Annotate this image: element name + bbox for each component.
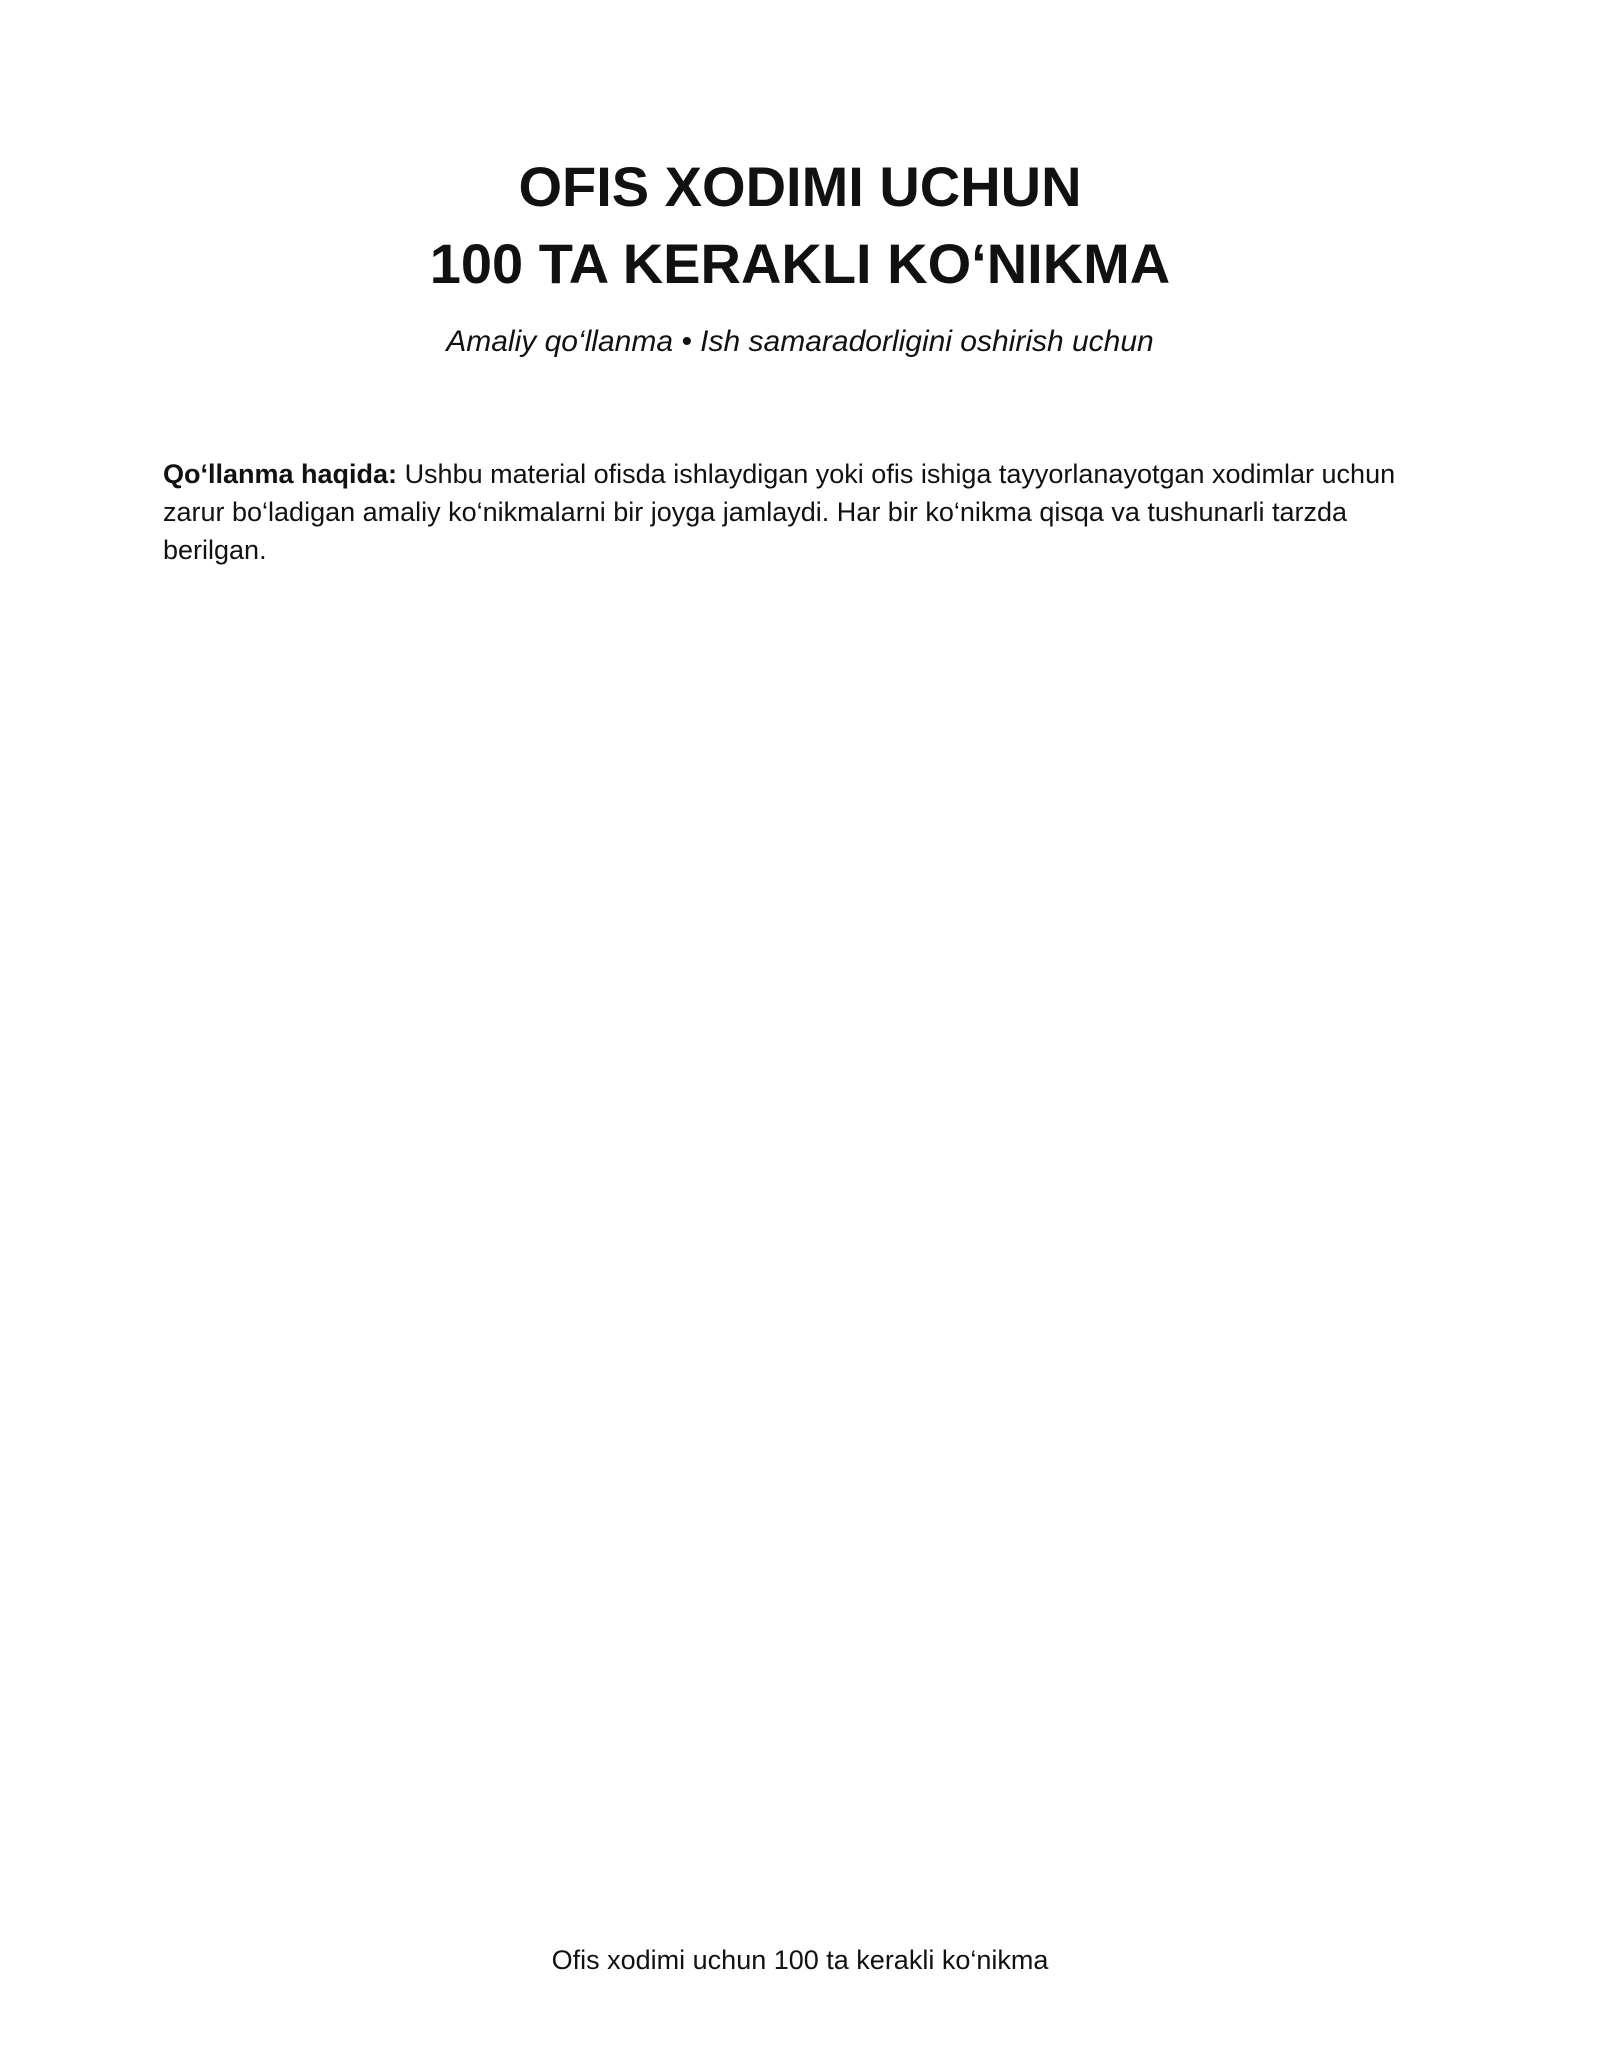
title-line-1: OFIS XODIMI UCHUN [518,155,1082,218]
about-text: Ushbu material ofisda ishlaydigan yoki ofis ishiga tayyorlanayotgan xodimlar uchun zarur bo‘ladigan amaliy ko‘nikmalarni bir joyga jamlaydi. Har bir ko‘nikma qisqa va tushunarli tarzda berilgan. [163,459,1396,565]
document-subtitle: Amaliy qo‘llanma • Ish samaradorligini oshirish uchun [446,325,1154,358]
page-footer: Ofis xodimi uchun 100 ta kerakli ko‘nikma [551,1945,1049,1975]
document-title [0,148,1600,302]
title-line-2: 100 TA KERAKLI KO‘NIKMA [429,232,1171,295]
about-label: Qo‘llanma haqida: [163,459,398,489]
about-paragraph [163,455,1443,569]
